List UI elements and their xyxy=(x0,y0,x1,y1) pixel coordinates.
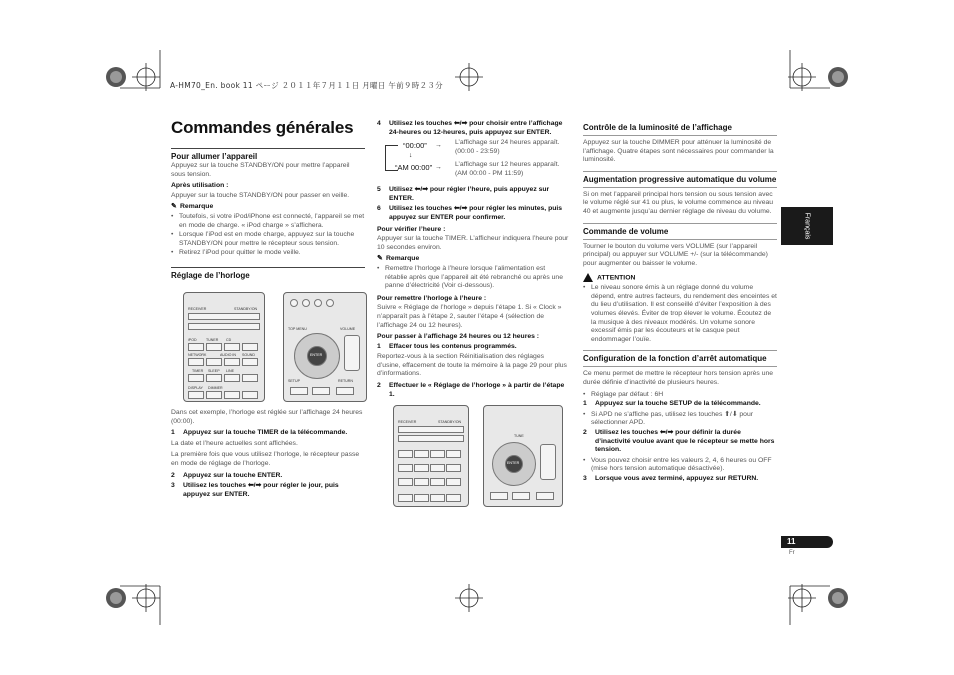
verify-heading: Pour vérifier l’heure : xyxy=(377,225,446,233)
switch-step-2: 2 Effectuer le « Réglage de l’horloge » à partir de l’étape 1. xyxy=(377,382,565,398)
warning-icon xyxy=(583,273,593,282)
format-24h-label: “00:00” xyxy=(403,141,427,151)
section-title-dimmer: Contrôle de la luminosité de l’affichage xyxy=(583,123,732,132)
remark-heading: ✎ Remarque xyxy=(171,203,214,211)
switch-heading: Pour passer à l’affichage 24 heures ou 12 heures : xyxy=(377,333,540,341)
arrow-right-icon: → xyxy=(435,164,442,172)
auto-off-paragraph: Ce menu permet de mettre le récepteur hors tension après une durée définie d’inactivité de plusieurs heures. xyxy=(583,370,774,386)
pencil-icon: ✎ xyxy=(171,203,177,211)
section-title-volume: Commande de volume xyxy=(583,226,669,236)
section-title-power: Pour allumer l’appareil xyxy=(171,152,258,161)
page-number: 11 xyxy=(781,536,833,548)
format-12h-label: “AM 00:00” xyxy=(395,163,433,173)
standby-paragraph: Appuyer sur la touche STANDBY/ON pour passer en veille. xyxy=(171,191,350,199)
column-left-lower xyxy=(171,409,365,501)
attention-heading: ATTENTION xyxy=(583,273,777,283)
switch-step-1-note: Reportez-vous à la section Réinitialisation des réglages d’usine, effacement de toute la mémoire à la page 29 pour plus d’informations. xyxy=(377,353,567,378)
section-title-clock: Réglage de l’horloge xyxy=(171,270,250,280)
clock-step-6: 6 Utilisez les touches ⬅/➡ pour régler les minutes, puis appuyez sur ENTER pour confirmer. xyxy=(377,205,563,221)
clock-step-1: 1 Appuyez sur la touche TIMER de la télécommande. xyxy=(171,429,348,437)
power-paragraph: Appuyez sur la touche STANDBY/ON pour mettre l’appareil sous tension. xyxy=(171,162,350,178)
clock-caption: Dans cet exemple, l’horloge est réglée sur l’affichage 24 heures (00:00). xyxy=(171,409,363,425)
column-right xyxy=(583,123,777,486)
page-title: Commandes générales xyxy=(171,118,354,137)
section-title-auto-off: Configuration de la fonction d’arrêt automatique xyxy=(583,354,767,364)
after-use-heading: Après utilisation : xyxy=(171,182,229,190)
auto-volume-paragraph: Si on met l’appareil principal hors tension ou sous tension avec le volume réglé sur 41 ou plus, le volume commence au niveau 40 et augmente jusqu’au dernier réglage de niveau du volume. xyxy=(583,190,774,215)
remote-illustration-2: RECEIVER STANDBY/ON TUNE ENTER xyxy=(393,405,561,505)
clock-step-5: 5 Utilisez ⬅/➡ pour régler l’heure, puis appuyez sur ENTER. xyxy=(377,186,550,202)
dimmer-paragraph: Appuyez sur la touche DIMMER pour atténuer la luminosité de l’affichage. Quatre étapes sont nécessaires pour commander la luminosité. xyxy=(583,139,774,164)
list-item: • Lorsque l’iPod est en mode charge, appuyez sur la touche STANDBY/ON pour mettre le récepteur sous tension. xyxy=(171,231,355,247)
clock-step-2: 2 Appuyez sur la touche ENTER. xyxy=(171,471,283,479)
pencil-icon: ✎ xyxy=(377,255,383,263)
arrow-down-icon: ↓ xyxy=(409,152,413,160)
language-side-tab: Français xyxy=(781,207,833,245)
clock-step-1-note-b: La première fois que vous utilisez l’horloge, le récepteur passe en mode de réglage de l’horloge. xyxy=(171,451,360,467)
remote-illustration-1: RECEIVER STANDBY/ON iPOD TUNER CD NETWORK AUDIO IN SOUND TIMER SLEEP LINE DISPLAY DIMMER TOP MENU VOLUME ENTER SETUP RETURN xyxy=(183,292,365,400)
reset-paragraph: Suivre « Réglage de l’horloge » depuis l’étape 1. Si « Clock » n’apparaît pas à l’étape 2, sauter l’étape 4 (sélection de l’affichage 24 ou 12 heures). xyxy=(377,304,562,329)
list-item: • Toutefois, si votre iPod/iPhone est connecté, l’appareil se met en mode de charge. « iPod charge » s’affichera. xyxy=(171,212,365,229)
clock-step-1-note-a: La date et l’heure actuelles sont affichées. xyxy=(171,439,298,447)
list-item: • Réglage par défaut : 6H xyxy=(583,390,664,398)
clock-step-3: 3 Utilisez les touches ⬅/➡ pour régler le jour, puis appuyez sur ENTER. xyxy=(171,482,339,498)
verify-paragraph: Appuyer sur la touche TIMER. L’afficheur indiquera l’heure pour 10 secondes environ. xyxy=(377,235,569,251)
auto-off-step-1: 1 Appuyez sur la touche SETUP de la télécommande. xyxy=(583,400,761,408)
switch-step-1: 1 Effacer tous les contenus programmés. xyxy=(377,342,517,350)
column-middle xyxy=(377,120,569,401)
list-item: • Le niveau sonore émis à un réglage donné du volume dépend, entre autres facteurs, du rendement des enceintes et du lieu d’utilisation. Il est conseillé d’éviter l’exposition à des volumes élevés. Éviter de trop élever le volume. Écoutez de la musique à des niveaux modérés. Un volume sonore excessif émis par les écouteurs et le casque peut endommager l’ouïe. xyxy=(583,284,777,343)
list-item: • Remettre l’horloge à l’heure lorsque l’alimentation est rétablie après que l’appareil ait été rebranché ou après une panne d’électricité (Voir ci-dessous). xyxy=(377,264,563,290)
auto-off-step-3: 3 Lorsque vous avez terminé, appuyez sur RETURN. xyxy=(583,474,759,482)
page-language: Fr xyxy=(789,550,795,556)
format-24h-desc: L’affichage sur 24 heures apparaît. (00:00 - 23:59) xyxy=(455,139,560,155)
print-header-mark: A-HM70_En. book 11 ページ ２０１１年７月１１日 月曜日 午前９時２３分 xyxy=(170,81,443,90)
section-title-auto-volume: Augmentation progressive automatique du volume xyxy=(583,174,777,184)
list-item: • Retirez l’iPod pour quitter le mode veille. xyxy=(171,249,301,257)
auto-off-step-2: 2 Utilisez les touches ⬅/➡ pour définir la durée d’inactivité voulue avant que le récepteur se mette hors tension. xyxy=(583,428,775,454)
display-format-diagram xyxy=(377,139,569,183)
list-item: • Si APD ne s’affiche pas, utilisez les touches ⬆/⬇ pour sélectionner APD. xyxy=(583,410,754,427)
reset-heading: Pour remettre l’horloge à l’heure : xyxy=(377,294,487,302)
volume-paragraph: Tourner le bouton du volume vers VOLUME (sur l’appareil principal) ou appuyer sur VOLUME +/- (sur la télécommande) pour augmenter ou baisser le volume. xyxy=(583,242,768,267)
list-item: • Vous pouvez choisir entre les valeurs 2, 4, 6 heures ou OFF (mise hors tension automatique désactivée). xyxy=(583,456,772,473)
clock-step-4: 4 Utilisez les touches ⬅/➡ pour choisir entre l’affichage 24-heures ou 12-heures, puis appuyez sur ENTER. xyxy=(377,120,563,136)
arrow-right-icon: → xyxy=(435,142,442,150)
column-left xyxy=(171,148,365,281)
remark-heading: ✎ Remarque xyxy=(377,255,420,263)
format-12h-desc: L’affichage sur 12 heures apparaît. (AM 00:00 - PM 11:59) xyxy=(455,161,560,177)
